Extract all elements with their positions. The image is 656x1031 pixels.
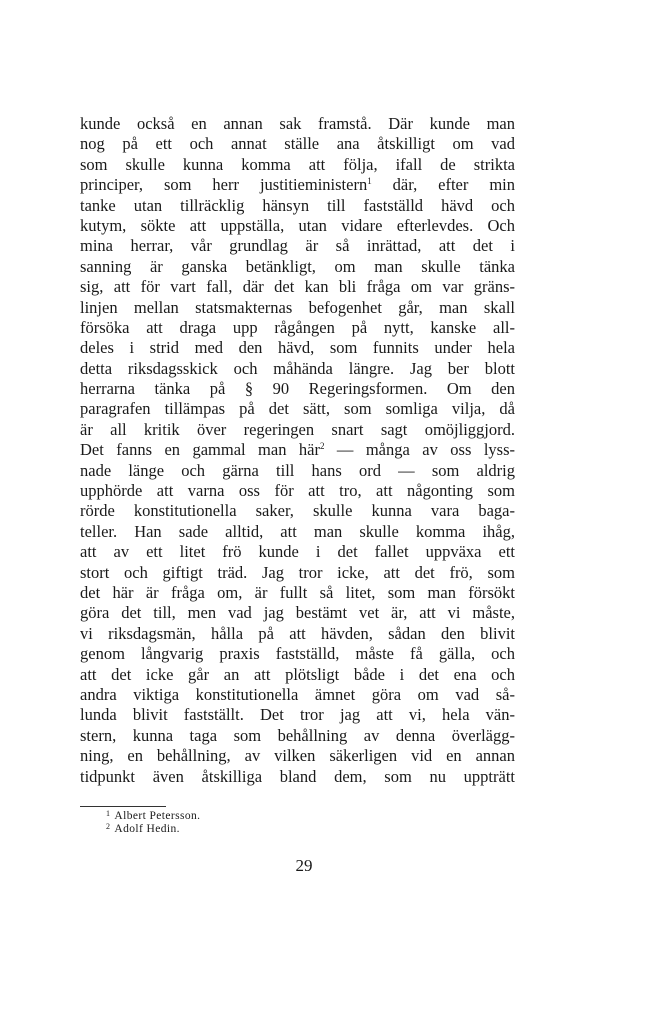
text-line: detta riksdagsskick och måhända längre. Jag ber blott <box>80 358 515 378</box>
text-line: tanke utan tillräcklig hänsyn till fastställd hävd och <box>80 195 515 215</box>
text-line: det här är fråga om, är fullt så litet, som man försökt <box>80 582 515 602</box>
text-line: herrarna tänka på § 90 Regeringsformen. Om den <box>80 379 515 399</box>
text-line: tidpunkt även åtskilliga bland dem, som nu uppträtt <box>80 766 515 786</box>
text-line: sig, att för vart fall, där det kan bli fråga om var gräns- <box>80 277 515 297</box>
text-line: sanning är ganska betänkligt, om man skulle tänka <box>80 256 515 276</box>
text-line: göra det till, men vad jag bestämt vet är, att vi måste, <box>80 603 515 623</box>
text-segment: där, efter min <box>371 175 515 195</box>
footnote-text: Albert Petersson. <box>114 810 201 822</box>
footnote-divider <box>80 806 166 807</box>
text-line: teller. Han sade alltid, att man skulle komma ihåg, <box>80 521 515 541</box>
text-line: att det icke går an att plötsligt både i det ena och <box>80 664 515 684</box>
text-line-with-footnote-1 <box>80 175 515 195</box>
text-line: upphörde att varna oss för att tro, att någonting som <box>80 481 515 501</box>
text-line: försöka att draga upp rågången på nytt, kanske all- <box>80 317 515 337</box>
text-line: lunda blivit fastställt. Det tror jag att vi, hela vän- <box>80 705 515 725</box>
text-line: stern, kunna taga som behållning av denna överlägg- <box>80 725 515 745</box>
footnotes <box>106 810 200 836</box>
text-segment: principer, som herr justitieministern <box>80 175 368 195</box>
footnote-1 <box>106 810 200 823</box>
text-line: är all kritik över regeringen snart sagt omöjliggjord. <box>80 419 515 439</box>
text-line: deles i strid med den hävd, som funnits under hela <box>80 338 515 358</box>
text-line-with-footnote-2 <box>80 440 515 460</box>
text-line: kunde också en annan sak framstå. Där kunde man <box>80 114 515 133</box>
text-line: ning, en behållning, av vilken säkerligen vid en annan <box>80 746 515 766</box>
footnote-text: Adolf Hedin. <box>114 823 180 835</box>
footnote-ref-2: 2 <box>319 441 325 452</box>
text-line: paragrafen tillämpas på det sätt, som somliga vilja, då <box>80 399 515 419</box>
footnote-mark: 1 <box>106 809 111 818</box>
text-line: rörde konstitutionella saker, skulle kunna vara baga- <box>80 501 515 521</box>
body-text <box>80 114 515 787</box>
page-number: 29 <box>295 856 313 875</box>
footnote-mark: 2 <box>106 822 111 831</box>
text-line: kutym, sökte att uppställa, utan vidare efterlevdes. Och <box>80 215 515 235</box>
text-line: nog på ett och annat ställe ana åtskilligt om vad <box>80 134 515 154</box>
text-line: nade länge och gärna till hans ord — som aldrig <box>80 460 515 480</box>
text-line: vi riksdagsmän, hålla på att hävden, sådan den blivit <box>80 623 515 643</box>
text-line: andra viktiga konstitutionella ämnet göra om vad så- <box>80 684 515 704</box>
text-line: stort och giftigt träd. Jag tror icke, att det frö, som <box>80 562 515 582</box>
footnote-ref-1: 1 <box>367 176 372 187</box>
text-line: mina herrar, vår grundlag är så inrättad, att det i <box>80 236 515 256</box>
text-line: att av ett litet frö kunde i det fallet uppväxa ett <box>80 542 515 562</box>
text-line: som skulle kunna komma att följa, ifall de strikta <box>80 154 515 174</box>
text-segment: Det fanns en gammal man här <box>80 440 320 460</box>
text-line: genom långvarig praxis fastställd, måste få gälla, och <box>80 644 515 664</box>
footnote-2 <box>106 823 200 836</box>
text-line: linjen mellan statsmakternas befogenhet går, man skall <box>80 297 515 317</box>
text-segment: — många av oss lyss- <box>324 440 515 460</box>
